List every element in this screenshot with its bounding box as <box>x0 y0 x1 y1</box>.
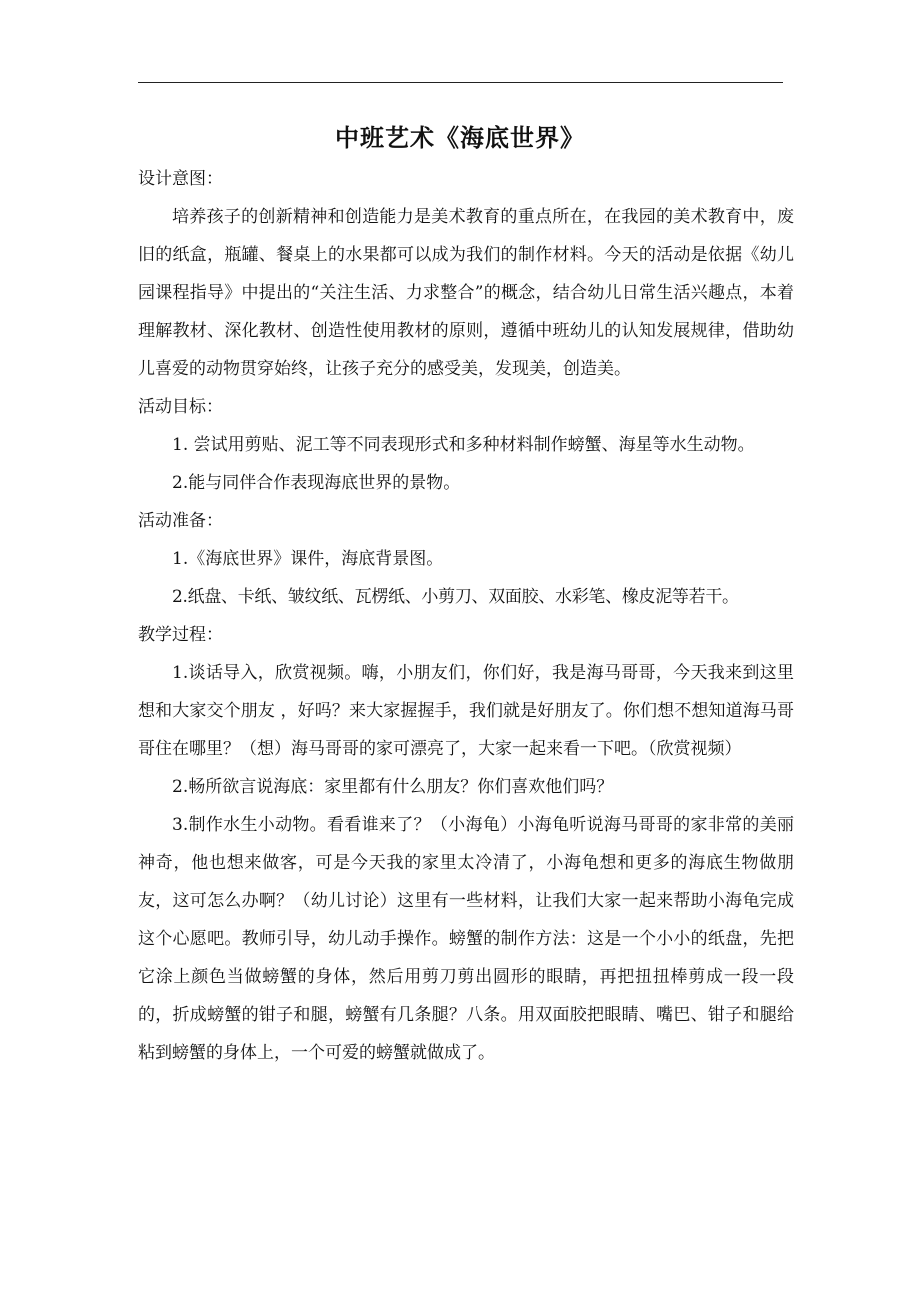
process-item: 3.制作水生小动物。看看谁来了？（小海龟）小海龟听说海马哥哥的家非常的美丽神奇，他也想来做客，可是今天我的家里太冷清了，小海龟想和更多的海底生物做朋友，这可怎么办啊？（幼儿讨论）这里有一些材料，让我们大家一起来帮助小海龟完成这个心愿吧。教师引导，幼儿动手操作。螃蟹的制作方法：这是一个小小的纸盘，先把它涂上颜色当做螃蟹的身体，然后用剪刀剪出圆形的眼睛，再把扭扭棒剪成一段一段的，折成螃蟹的钳子和腿，螃蟹有几条腿？八条。用双面胶把眼睛、嘴巴、钳子和腿给粘到螃蟹的身体上，一个可爱的螃蟹就做成了。 <box>138 815 794 1063</box>
process-item: 1.谈话导入，欣赏视频。嗨，小朋友们，你们好，我是海马哥哥，今天我来到这里想和大家交个朋友 ，好吗？来大家握握手，我们就是好朋友了。你们想不想知道海马哥哥住在哪里？（想）海马哥哥的家可漂亮了，大家一起来看一下吧。（欣赏视频） <box>138 663 794 759</box>
preparation-heading: 活动准备： <box>138 511 223 531</box>
document-body <box>138 160 794 1072</box>
goal-item: 1. 尝试用剪贴、泥工等不同表现形式和多种材料制作螃蟹、海星等水生动物。 <box>172 435 755 455</box>
document-title: 中班艺术《海底世界》 <box>335 124 585 152</box>
process-item: 2.畅所欲言说海底：家里都有什么朋友？你们喜欢他们吗？ <box>172 777 614 797</box>
preparation-item: 1.《海底世界》课件，海底背景图。 <box>172 549 444 569</box>
process-heading: 教学过程： <box>138 625 223 645</box>
header-rule <box>138 82 783 83</box>
goal-item: 2.能与同伴合作表现海底世界的景物。 <box>172 473 461 493</box>
goals-heading: 活动目标： <box>138 397 223 417</box>
preparation-item: 2.纸盘、卡纸、皱纹纸、瓦楞纸、小剪刀、双面胶、水彩笔、橡皮泥等若干。 <box>172 587 739 607</box>
design-intent-paragraph: 培养孩子的创新精神和创造能力是美术教育的重点所在，在我园的美术教育中，废旧的纸盒，瓶罐、餐桌上的水果都可以成为我们的制作材料。今天的活动是依据《幼儿园课程指导》中提出的“关注生活、力求整合”的概念，结合幼儿日常生活兴趣点，本着理解教材、深化教材、创造性使用教材的原则，遵循中班幼儿的认知发展规律，借助幼儿喜爱的动物贯穿始终，让孩子充分的感受美，发现美，创造美。 <box>138 207 794 379</box>
design-intent-heading: 设计意图： <box>138 169 223 189</box>
